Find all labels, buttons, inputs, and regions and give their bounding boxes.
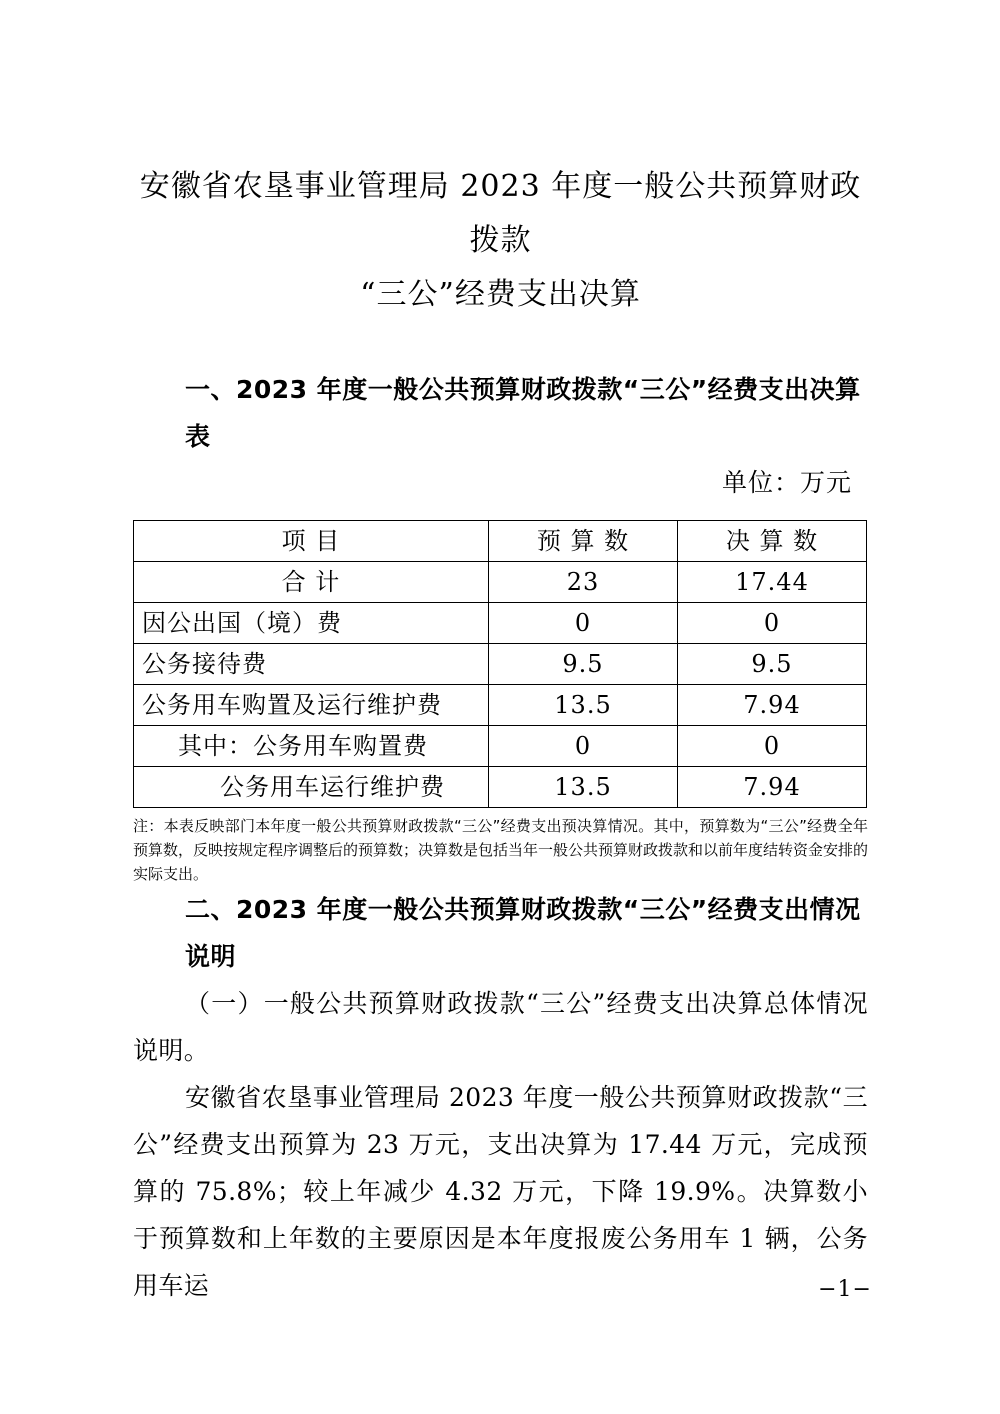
three-public-expenses-table [133, 520, 867, 808]
row-budget-value: 13.5 [489, 767, 678, 808]
row-final-value: 9.5 [678, 644, 867, 685]
paragraph-1: 安徽省农垦事业管理局 2023 年度一般公共预算财政拨款“三公”经费支出预算为 23 万元，支出决算为 17.44 万元，完成预算的 75.8%；较上年减少 4.32 万元，下降 19.9%。决算数小于预算数和上年数的主要原因是本年度报废公务用车 1 辆，公务用车运 [133, 1083, 868, 1300]
document-content [133, 160, 868, 1309]
section-1-heading-continuation: 表 [185, 422, 211, 451]
page-title-line-1: 安徽省农垦事业管理局 2023 年度一般公共预算财政拨款 [139, 169, 862, 258]
page-number: −1− [818, 1277, 872, 1302]
table-header-budget: 预 算 数 [489, 521, 678, 562]
page-title-line-2: “三公”经费支出决算 [360, 277, 641, 312]
table-header-final: 决 算 数 [678, 521, 867, 562]
row-item-label: 合 计 [134, 562, 489, 603]
table-header-row [134, 521, 867, 562]
row-item-label: 其中：公务用车购置费 [134, 726, 489, 767]
row-item-label: 因公出国（境）费 [134, 603, 489, 644]
row-final-value: 0 [678, 726, 867, 767]
row-budget-value: 23 [489, 562, 678, 603]
page-title [133, 160, 868, 322]
table-header-item: 项 目 [134, 521, 489, 562]
row-final-value: 7.94 [678, 685, 867, 726]
row-item-label: 公务接待费 [134, 644, 489, 685]
table-row [134, 726, 867, 767]
row-final-value: 7.94 [678, 767, 867, 808]
row-item-label: 公务用车购置及运行维护费 [134, 685, 489, 726]
unit-label: 单位：万元 [721, 468, 852, 497]
table-row [134, 603, 867, 644]
table-note: 注：本表反映部门本年度一般公共预算财政拨款“三公”经费支出预决算情况。其中，预算数为“三公”经费全年预算数，反映按规定程序调整后的预算数；决算数是包括当年一般公共预算财政拨款和以前年度结转资金安排的实际支出。 [133, 817, 869, 883]
row-final-value: 0 [678, 603, 867, 644]
section-1-heading [133, 366, 868, 460]
row-item-label: 公务用车运行维护费 [134, 767, 489, 808]
subsection-1-heading: （一）一般公共预算财政拨款“三公”经费支出决算总体情况说明。 [133, 989, 868, 1065]
row-final-value: 17.44 [678, 562, 867, 603]
table-row [134, 562, 867, 603]
section-2-heading-text: 二、2023 年度一般公共预算财政拨款“三公”经费支出情况 [185, 895, 861, 924]
row-budget-value: 0 [489, 603, 678, 644]
section-1-heading-text: 一、2023 年度一般公共预算财政拨款“三公”经费支出决算 [185, 375, 861, 404]
row-budget-value: 0 [489, 726, 678, 767]
row-budget-value: 9.5 [489, 644, 678, 685]
table-row [134, 685, 867, 726]
section-2-heading [133, 886, 868, 980]
row-budget-value: 13.5 [489, 685, 678, 726]
table-row [134, 767, 867, 808]
section-2-heading-continuation: 说明 [185, 942, 237, 971]
table-row [134, 644, 867, 685]
